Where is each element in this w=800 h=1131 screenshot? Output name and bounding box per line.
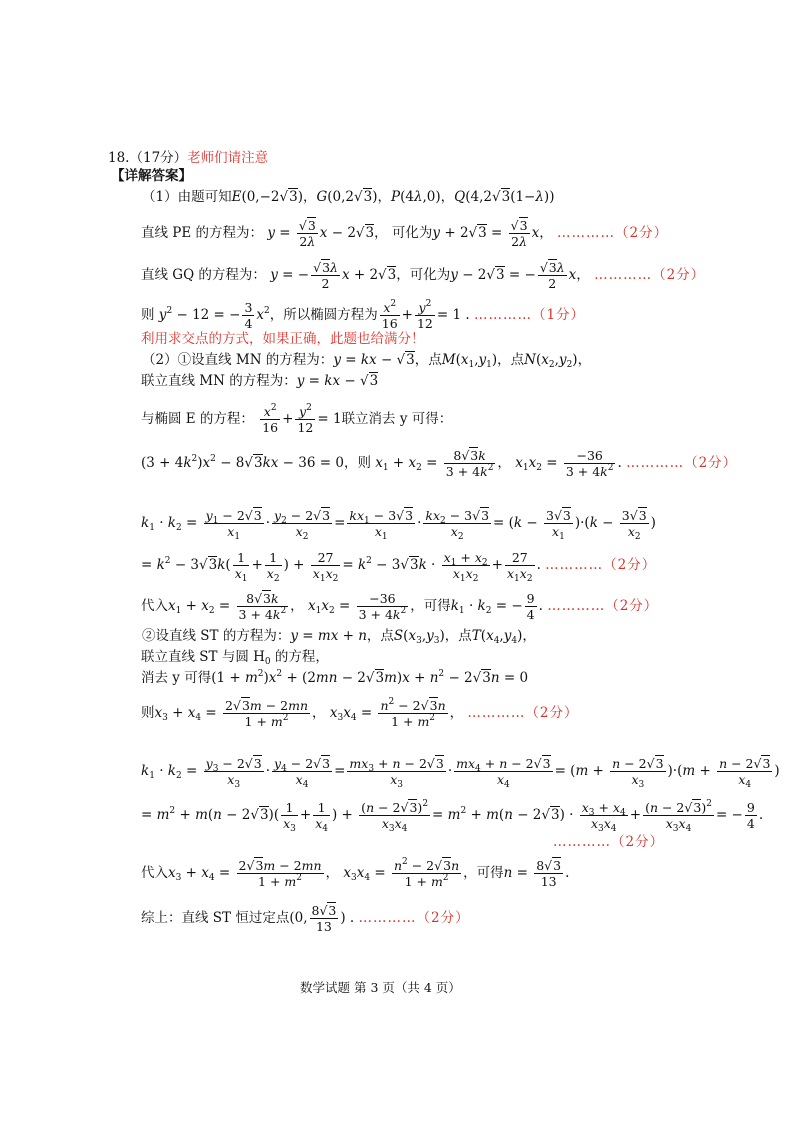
part2-intro: （2）①设直线 MN 的方程为：y = kx − √3，点$M(x_1,y_1)$，点$N(x_2,y_2)$，	[142, 352, 592, 370]
problem-points: （17分）	[129, 150, 188, 166]
problem-number: 18.	[108, 150, 130, 166]
vieta-st: 则$x_3 + x_4$ = $\frac{2√3m - 2mn}{1 + m^2}$ ， $x_3x_4$ = $\frac{n^2 - 2√3n}{1 + m^2}$ ， …………（2分）	[141, 697, 579, 729]
combine-st: 联立直线 ST 与圆 $H_0$ 的方程，	[141, 649, 329, 667]
pe-equation: 直线 PE 的方程为： y = $\frac{√3}{2\lambda}$ x − 2√3， 可化为y + 2√3 = $\frac{√3}{2\lambda}$ x， …………（2分）	[141, 218, 669, 249]
quadratic-st: 消去 y 可得$(1 + m^2)x^2 + (2mn - 2√3m)x + n^2 - 2√3n = 0$	[141, 669, 529, 686]
substitute-st: 代入$x_3 + x_4$ = $\frac{2√3m - 2mn}{1 + m^2}$ ， $x_3x_4$ = $\frac{n^2 - 2√3n}{1 + m^2}$ ，可得n = $\frac{8√3}{13}$ .	[141, 857, 570, 889]
k1k2-expansion: = $k^2 - 3√3k$( $\frac{1}{x_1}$ + $\frac{1}{x_2}$ ) + $\frac{27}{x_1x_2}$ = $k^2 - 3√3k$ · $\frac{x_1 + x_2}{x_1x_2}$ + $\frac{27}{x_1x_2}$ . …………（2分）	[141, 550, 657, 584]
score-k1k2-st: …………（2分）	[553, 834, 665, 850]
combine-mn: 联立直线 MN 的方程为：y = kx − √3	[141, 373, 379, 389]
score-gq: …………（2分）	[594, 267, 706, 283]
score-k1k2: …………（2分）	[545, 557, 657, 573]
score-pe: …………（2分）	[556, 225, 669, 241]
score-vieta-st: …………（2分）	[467, 705, 579, 721]
page-footer: 数学试题 第 3 页（共 4 页）	[300, 980, 461, 995]
substitute-mn: 代入$x_1 + x_2$ = $\frac{8√3k}{3 + 4k^2}$ ， $x_1x_2$ = $\frac{-36}{3 + 4k^2}$ ，可得$k_1 \cdot k_2$ = − $\frac{9}{4}$ . …………（2分）	[141, 591, 659, 622]
k1k2-expression: $k_1 \cdot k_2$ = $\frac{y_1 - 2√3}{x_1}$ · $\frac{y_2 - 2√3}{x_2}$ = $\frac{kx_1 - 3√3}{x_1}$ · $\frac{kx_2 - 3√3}{x_2}$ = (k − $\frac{3√3}{x_1}$ )·(k − $\frac{3√3}{x_2}$ )	[141, 508, 656, 542]
score-substitute: …………（2分）	[547, 598, 659, 614]
quadratic-mn: $(3 + 4k^2)x^2 - 8√3kx - 36 = 0$，则 $x_1 + x_2$ = $\frac{8√3k}{3 + 4k^2}$ ， $x_1x_2$ = $\frac{-36}{3 + 4k^2}$ . …………（2分）	[141, 448, 738, 479]
gq-equation: 直线 GQ 的方程为： y = − $\frac{√3\lambda}{2}$ x + 2√3，可化为y − 2√3 = − $\frac{√3\lambda}{2}$ x， …………（2分）	[141, 260, 706, 291]
problem-header	[108, 149, 268, 167]
score-conclusion: …………（2分）	[358, 910, 470, 926]
answer-tag: 【详解答案】	[111, 168, 192, 184]
st-intro: ②设直线 ST 的方程为：y = mx + n，点$S(x_3,y_3)$，点$T(x_4,y_4)$，	[142, 628, 536, 646]
score-ellipse: …………（1分）	[473, 307, 586, 323]
ellipse-equation: 则 $y^2 - 12$ = − $\frac{3}{4}$ $x^2$，所以椭圆方程为 $\frac{x^2}{16}$ + $\frac{y^2}{12}$ = 1 . …………（1分）	[141, 299, 586, 331]
combine-ellipse: 与椭圆 E 的方程： $\frac{x^2}{16}$ + $\frac{y^2}{12}$ = 1联立消去 y 可得：	[141, 403, 453, 435]
score-quadratic: …………（2分）	[626, 455, 738, 471]
conclusion: 综上：直线 ST 恒过定点(0, $\frac{8√3}{13}$ ) . …………（2分）	[141, 903, 470, 934]
full-score-note: 利用求交点的方式，如果正确，此题也给满分！	[141, 331, 425, 347]
k1k2-st-expression: $k_1 \cdot k_2$ = $\frac{y_3 - 2√3}{x_3}$ · $\frac{y_4 - 2√3}{x_4}$ = $\frac{mx_3 + n - 2√3}{x_3}$ · $\frac{mx_4 + n - 2√3}{x_4}$ = (m + $\frac{n - 2√3}{x_3}$ )·(m + $\frac{n - 2√3}{x_4}$ )	[141, 756, 780, 790]
part1-intro: （1）由题可知E(0,−2√3)，G(0,2√3)，P(4λ,0)，Q(4,2√3(1−λ))	[142, 189, 555, 205]
teacher-note: 老师们请注意	[187, 150, 269, 166]
k1k2-st-expansion: = $m^2 + m(n - 2√3)$( $\frac{1}{x_3}$ + $\frac{1}{x_4}$ ) + $\frac{(n - 2√3)^2}{x_3x_4}$ = $m^2 + m(n - 2√3)$ · $\frac{x_3 + x_4}{x_3x_4}$ + $\frac{(n - 2√3)^2}{x_3x_4}$ = − $\frac{9}{4}$ .	[141, 799, 764, 834]
